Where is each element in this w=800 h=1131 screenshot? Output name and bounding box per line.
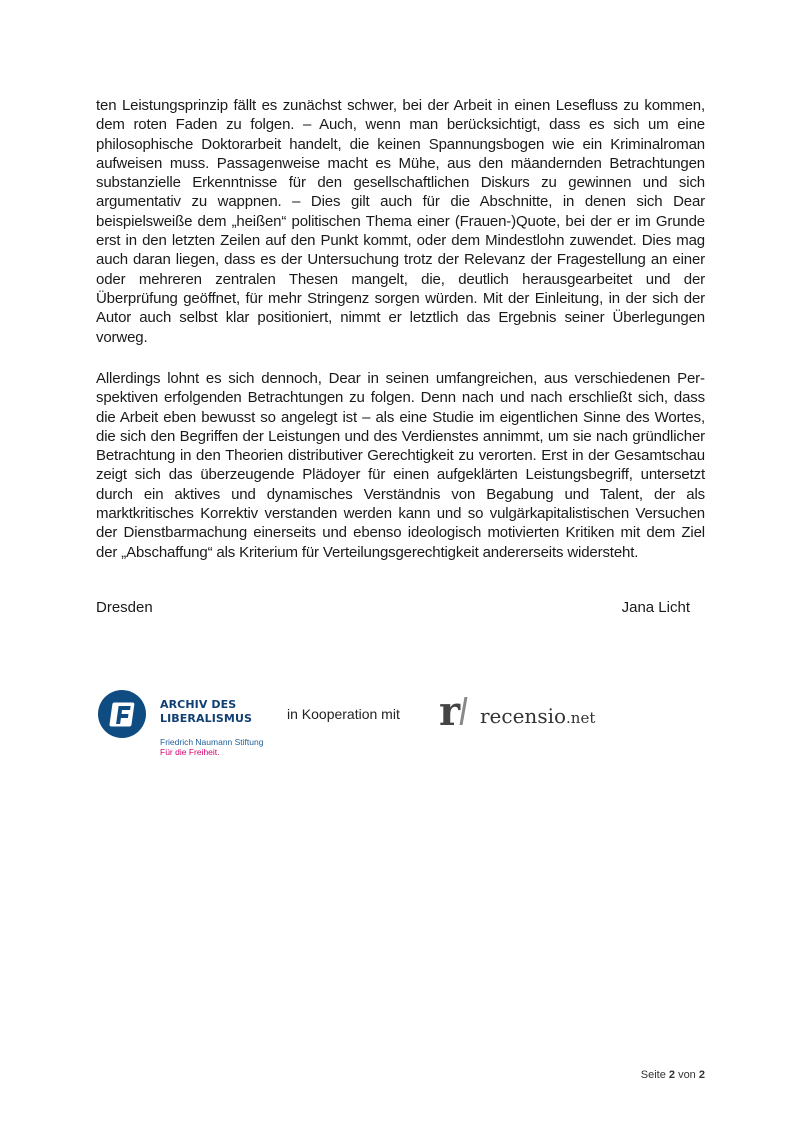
recensio-logo [438, 694, 608, 734]
body-paragraph-2: Allerdings lohnt es sich dennoch, Dear in seinen umfangreichen, aus verschiedenen Perspektiven erfolgenden Betrachtungen zu folgen. Denn nach und nach erschließt sich, dass die Arbeit eben bewusst so angelegt ist – als eine Studie im eigentlichen Sinne des Wortes, die sich den Begriffen der Leistungen und des Verdienstes annimmt, um sie nach gründlicher Betrachtung in den Theorien distributiver Gerechtigkeit zu verorten. Erst in der Gesamtschau zeigt sich das überzeugende Plädoyer für einen aufgeklärten Leistungsbegriff, untersetzt durch ein aktives und dynamisches Verständnis von Begabung und Talent, der als marktkritisches Korrektiv verstanden werden kann und so vulgärkapitalistischen Versuchen der Dienstbarmachung einerseits und ebenso ideologisch motivierten Kritiken mit dem Ziel der „Abschaffung“ als Kriterium für Verteilungsgerechtigkeit andererseits widersteht. [96, 370, 705, 561]
svg-text:r: r [439, 694, 461, 728]
recensio-r-icon [438, 694, 472, 728]
signature-place: Dresden [96, 599, 153, 616]
fnf-logo-tagline: Für die Freiheit. [160, 747, 220, 757]
signature-author: Jana Licht [621, 599, 690, 616]
page-total: 2 [698, 1069, 705, 1081]
archiv-des-liberalismus-logo [97, 689, 277, 759]
page-current: 2 [668, 1069, 675, 1081]
cooperation-text: in Kooperation mit [287, 706, 400, 722]
recensio-tld: .net [566, 709, 596, 727]
fnf-logo-subtitle: Friedrich Naumann Stiftung [160, 737, 264, 747]
of-label: von [678, 1069, 696, 1081]
body-paragraph-1: ten Leistungsprinzip fällt es zunächst schwer, bei der Arbeit in einen Lesefluss zu kommen, dem roten Faden zu folgen. – Auch, wenn man berücksichtigt, dass es sich um eine philosophische Doktorarbeit handelt, die keinen Spannungsbogen wie ein Kriminalroman aufweisen muss. Passagenweise macht es Mühe, aus den mäandernden Betrachtungen substanzielle Erkenntnisse für den gesellschaftlichen Diskurs zu gewinnen und sich argumentativ zu wappnen. – Dies gilt auch für die Abschnitte, in denen sich Dear beispielsweiße dem „heißen“ politischen Thema einer (Frauen-)Quote, bei der er im Grunde erst in den letzten Zeilen auf den Punkt kommt, oder dem Mindestlohn zuwendet. Dies mag auch daran liegen, dass es der Untersuchung trotz der Relevanz der Fragestellung an einer oder mehreren zentralen Thesen mangelt, die, deutlich herausgearbeitet und der Überprüfung geöffnet, für mehr Stringenz sorgen würden. Mit der Einleitung, in der sich der Autor auch selbst klar positioniert, nimmt er letztlich das Ergebnis seiner Überlegungen vorweg. [96, 97, 705, 346]
recensio-name: recensio [480, 704, 567, 728]
fnf-f-icon [97, 689, 147, 739]
page-label: Seite [640, 1069, 666, 1081]
recensio-wordmark [480, 704, 595, 728]
fnf-logo-title: ARCHIV DES LIBERALISMUS [160, 698, 253, 725]
page-number [641, 1069, 705, 1081]
